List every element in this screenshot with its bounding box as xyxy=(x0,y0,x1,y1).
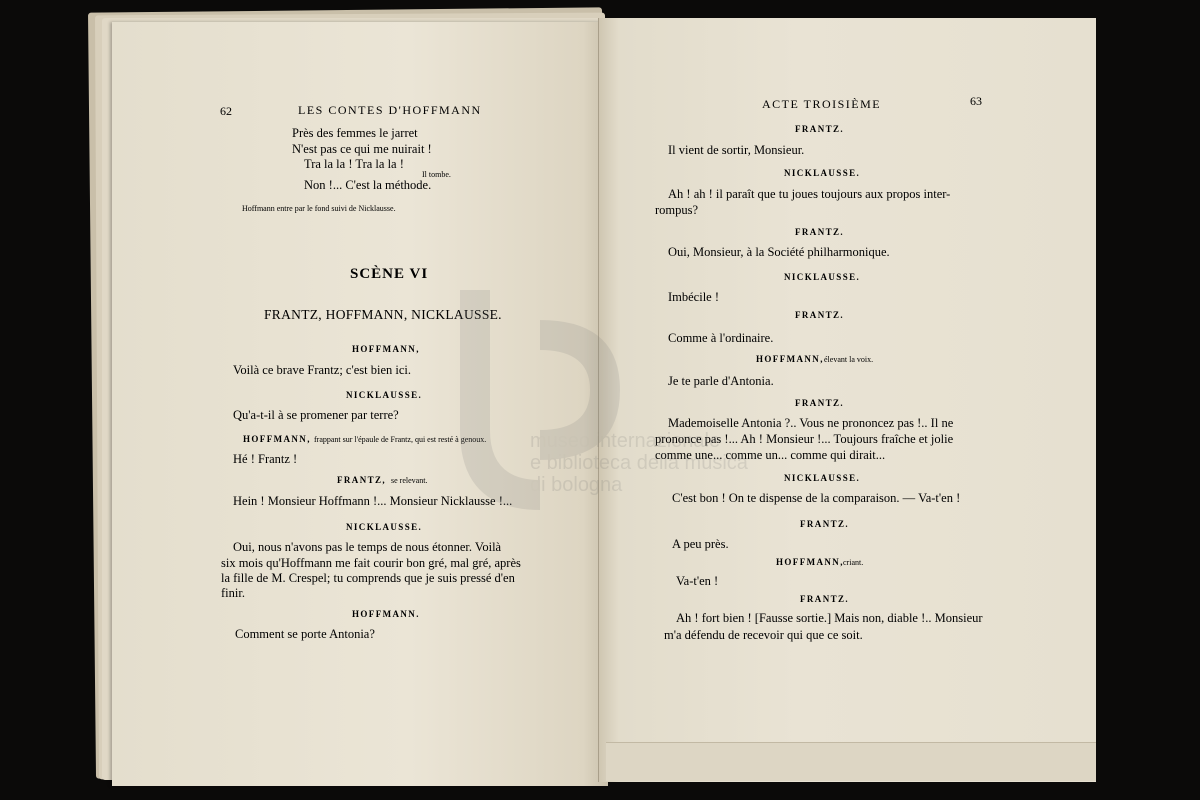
dialogue-line: Ah ! fort bien ! [Fausse sortie.] Mais non, diable !.. Monsieur xyxy=(676,611,983,625)
dialogue-line: Qu'a-t-il à se promener par terre? xyxy=(233,408,399,422)
stage-direction: élevant la voix. xyxy=(824,355,874,364)
left-running-header: LES CONTES D'HOFFMANN xyxy=(298,103,482,117)
speaker-name: FRANTZ, xyxy=(337,475,387,485)
dialogue-line: comme une... comme un... comme qui dirait... xyxy=(655,448,886,462)
speaker-name: FRANTZ. xyxy=(795,398,845,408)
dialogue-line: Ah ! ah ! il paraît que tu joues toujours aux propos inter- xyxy=(668,187,951,201)
dialogue-line: m'a défendu de recevoir qui que ce soit. xyxy=(664,628,863,642)
dialogue-line: Oui, nous n'avons pas le temps de nous étonner. Voilà xyxy=(233,540,502,554)
dialogue-line: rompus? xyxy=(655,203,699,217)
speaker-name: FRANTZ. xyxy=(800,519,850,529)
dialogue-line: Mademoiselle Antonia ?.. Vous ne prononcez pas !.. Il ne xyxy=(668,416,954,430)
page-bottom-edge xyxy=(606,742,1096,781)
scene-title: SCÈNE VI xyxy=(350,266,429,282)
song-line: Près des femmes le jarret xyxy=(292,126,418,140)
dialogue-line: la fille de M. Crespel; tu comprends que je suis pressé d'en xyxy=(221,571,515,585)
dialogue-line: Hé ! Frantz ! xyxy=(233,452,298,466)
scene-characters: FRANTZ, HOFFMANN, NICKLAUSSE. xyxy=(264,307,502,322)
song-line: N'est pas ce qui me nuirait ! xyxy=(292,142,432,156)
stage-direction: se relevant. xyxy=(391,476,428,485)
dialogue-line: six mois qu'Hoffmann me fait courir bon gré, mal gré, après xyxy=(221,556,521,570)
right-running-header: ACTE TROISIÈME xyxy=(762,97,882,111)
stage-direction: criant. xyxy=(843,558,864,567)
right-page xyxy=(598,18,1096,782)
dialogue-line: Va-t'en ! xyxy=(676,574,719,588)
stage-direction: Hoffmann entre par le fond suivi de Nicklausse. xyxy=(242,204,396,213)
speaker-name: FRANTZ. xyxy=(795,124,845,134)
speaker-name: HOFFMANN, xyxy=(756,354,824,364)
speaker-name: FRANTZ. xyxy=(800,594,850,604)
stage-direction: frappant sur l'épaule de Frantz, qui est resté à genoux. xyxy=(314,435,487,444)
dialogue-line: Hein ! Monsieur Hoffmann !... Monsieur Nicklausse !... xyxy=(233,494,513,508)
speaker-name: NICKLAUSSE. xyxy=(784,272,861,282)
left-page-number: 62 xyxy=(220,104,232,118)
dialogue-line: Je te parle d'Antonia. xyxy=(668,374,774,388)
speaker-name: HOFFMANN, xyxy=(352,344,420,354)
dialogue-line: finir. xyxy=(221,586,245,600)
dialogue-line: Il vient de sortir, Monsieur. xyxy=(668,143,805,157)
song-line: Non !... C'est la méthode. xyxy=(304,178,432,192)
dialogue-line: Oui, Monsieur, à la Société philharmonique. xyxy=(668,245,890,259)
song-line: Tra la la ! Tra la la ! xyxy=(304,157,404,171)
stage-direction: Il tombe. xyxy=(422,170,451,179)
speaker-name: HOFFMANN, xyxy=(776,557,844,567)
speaker-name: HOFFMANN, xyxy=(243,434,311,444)
speaker-name: HOFFMANN. xyxy=(352,609,420,619)
dialogue-line: A peu près. xyxy=(672,537,729,551)
dialogue-line: Imbécile ! xyxy=(668,290,720,304)
speaker-name: NICKLAUSSE. xyxy=(346,522,423,532)
dialogue-line: Comme à l'ordinaire. xyxy=(668,331,774,345)
speaker-name: FRANTZ. xyxy=(795,227,845,237)
speaker-name: NICKLAUSSE. xyxy=(784,473,861,483)
speaker-name: NICKLAUSSE. xyxy=(346,390,423,400)
dialogue-line: C'est bon ! On te dispense de la comparaison. — Va-t'en ! xyxy=(672,491,961,505)
right-page-number: 63 xyxy=(970,94,982,108)
dialogue-line: prononce pas !... Ah ! Monsieur !... Toujours fraîche et jolie xyxy=(655,432,954,446)
speaker-name: FRANTZ. xyxy=(795,310,845,320)
dialogue-line: Voilà ce brave Frantz; c'est bien ici. xyxy=(233,363,411,377)
speaker-name: NICKLAUSSE. xyxy=(784,168,861,178)
dialogue-line: Comment se porte Antonia? xyxy=(235,627,375,641)
